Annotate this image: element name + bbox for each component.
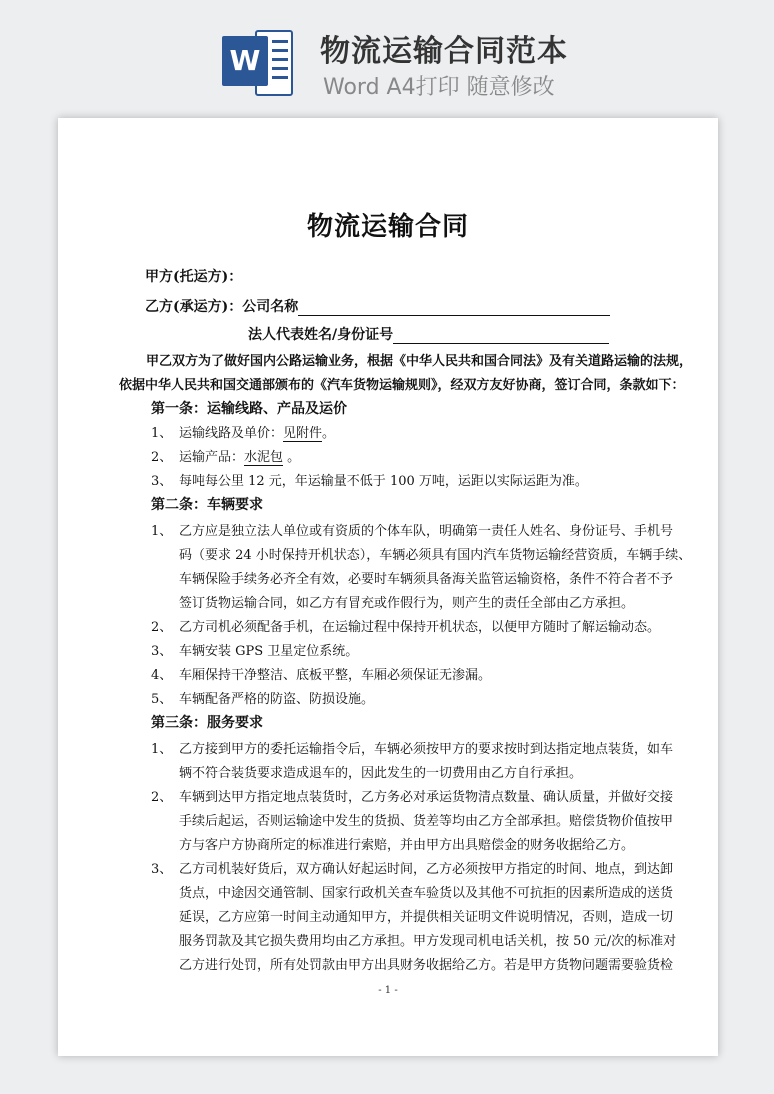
art3-item-3-line-3: 延误，乙方应第一时间主动通知甲方，并提供相关证明文件说明情况，否则，造成一切: [179, 910, 674, 925]
art1-item-3: 每吨每公里 12 元，年运输量不低于 100 万吨，运距以实际运距为准。: [179, 474, 588, 489]
art3-item-2-line-2: 手续后起运，否则运输途中发生的货损、货差等均由乙方全部承担。赔偿货物价值按甲: [179, 814, 674, 829]
intro-line-1: 甲乙双方为了做好国内公路运输业务，根据《中华人民共和国合同法》及有关道路运输的法规，: [146, 354, 693, 369]
banner-title: 物流运输合同范本: [320, 34, 568, 69]
art3-item-1-line-1: 乙方接到甲方的委托运输指令后，车辆必须按甲方的要求按时到达指定地点装货，如车: [179, 742, 674, 757]
art3-item-3-line-4: 服务罚款及其它损失费用均由乙方承担。甲方发现司机电话关机，按 50 元/次的标准对: [179, 934, 677, 949]
document-page: [58, 118, 718, 1056]
art3-item-2-line-1: 车辆到达甲方指定地点装货时，乙方务必对承运货物清点数量、确认质量，并做好交接: [179, 790, 674, 805]
art3-item-2-number: 2、: [151, 790, 173, 805]
art1-item-1-number: 1、: [151, 426, 173, 441]
art3-item-2-line-3: 方与客户方协商所定的标准进行索赔，并由甲方出具赔偿金的财务收据给乙方。: [179, 838, 635, 853]
art2-item-3-number: 3、: [151, 644, 173, 659]
art2-item-3: 车辆安装 GPS 卫星定位系统。: [179, 644, 359, 659]
art3-item-1-number: 1、: [151, 742, 173, 757]
art1-item-1-value: 见附件: [283, 426, 323, 441]
art2-item-1-line-1: 乙方应是独立法人单位或有资质的个体车队，明确第一责任人姓名、身份证号、手机号: [179, 524, 674, 539]
art2-item-1-line-2: 码（要求 24 小时保持开机状态），车辆必须具有国内汽车货物运输经营资质，车辆手续、: [179, 548, 692, 563]
art3-item-3-line-5: 乙方进行处罚，所有处罚款由甲方出具财务收据给乙方。若是甲方货物问题需要验货检: [179, 958, 674, 973]
art1-item-3-number: 3、: [151, 474, 173, 489]
art2-item-2-number: 2、: [151, 620, 173, 635]
company-name-blank[interactable]: [298, 301, 610, 316]
art3-item-3-line-2: 货点，中途因交通管制、国家行政机关查车验货以及其他不可抗拒的因素所造成的送货: [179, 886, 674, 901]
party-b-line: [145, 296, 610, 316]
legal-rep-blank[interactable]: [393, 329, 609, 344]
party-a-line: [145, 266, 242, 286]
art2-item-2: 乙方司机必须配备手机，在运输过程中保持开机状态，以便甲方随时了解运输动态。: [179, 620, 661, 635]
article-3-title: 第三条：服务要求: [151, 715, 263, 731]
art3-item-3-number: 3、: [151, 862, 173, 877]
art1-item-2-label: 运输产品：: [179, 450, 245, 465]
art2-item-5: 车辆配备严格的防盗、防损设施。: [179, 692, 375, 707]
legal-rep-label: 法人代表姓名/身份证号: [248, 327, 394, 343]
art1-item-1-label: 运输线路及单价：: [179, 426, 284, 441]
legal-rep-line: [248, 324, 609, 344]
art1-item-2-end: 。: [283, 450, 301, 465]
art1-item-2-number: 2、: [151, 450, 173, 465]
art2-item-4: 车厢保持干净整洁、底板平整，车厢必须保证无渗漏。: [179, 668, 492, 683]
art2-item-5-number: 5、: [151, 692, 173, 707]
article-1-title: 第一条：运输线路、产品及运价: [151, 401, 347, 417]
document-title: 物流运输合同: [306, 212, 469, 242]
art1-item-1-end: 。: [322, 426, 336, 441]
art2-item-1-line-3: 车辆保险手续务必齐全有效，必要时车辆须具备海关监管运输资格，条件不符合者不予: [179, 572, 674, 587]
art2-item-1-number: 1、: [151, 524, 173, 539]
art2-item-1-line-4: 签订货物运输合同，如乙方有冒充或作假行为，则产生的责任全部由乙方承担。: [179, 596, 635, 611]
banner-subtitle: Word A4打印 随意修改: [323, 75, 555, 100]
art1-item-2: [179, 446, 300, 465]
art3-item-1-line-2: 辆不符合装货要求造成退车的，因此发生的一切费用由乙方自行承担。: [179, 766, 583, 781]
art1-item-2-value: 水泥包: [244, 450, 284, 465]
art2-item-4-number: 4、: [151, 668, 173, 683]
page-number: - 1 -: [378, 985, 398, 996]
party-b-label: 乙方(承运方)：公司名称: [145, 299, 299, 315]
party-a-label: 甲方(托运方)：: [145, 269, 243, 285]
word-logo-icon: W: [222, 36, 268, 86]
art3-item-3-line-1: 乙方司机装好货后，双方确认好起运时间，乙方必须按甲方指定的时间、地点，到达卸: [179, 862, 674, 877]
intro-line-2: 依据中华人民共和国交通部颁布的《汽车货物运输规则》，经双方友好协商，签订合同，条款如下：: [119, 378, 685, 393]
article-2-title: 第二条：车辆要求: [151, 497, 263, 513]
banner-header: [0, 0, 774, 118]
art1-item-1: [179, 422, 335, 441]
